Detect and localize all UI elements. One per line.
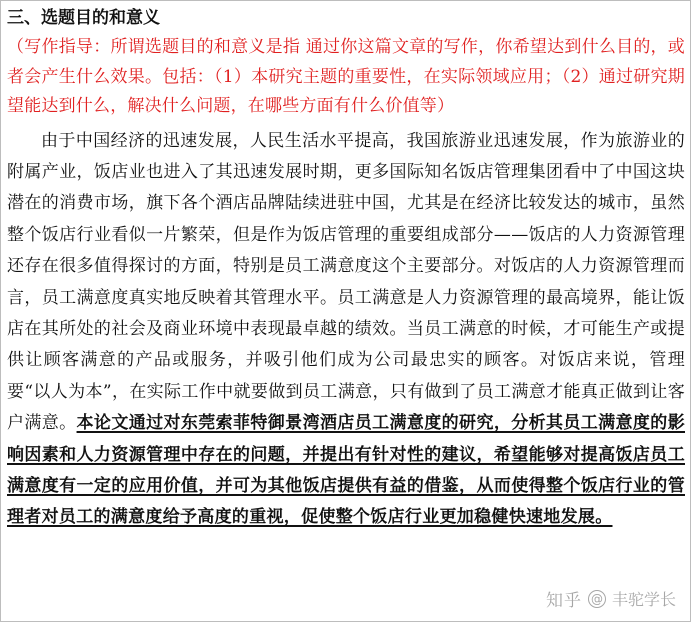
paragraph-plain-text: 由于中国经济的迅速发展，人民生活水平提高，我国旅游业迅速发展，作为旅游业的附属产业，饭店业也进入了其迅速发展时期，更多国际知名饭店管理集团看中了中国这块潜在的消费市场，旗下各个酒店品牌陆续进驻中国，尤其是在经济比较发达的城市，虽然整个饭店行业看似一片繁荣，但是作为饭店管理的重要组成部分——饭店的人力资源管理还存在很多值得探讨的方面，特别是员工满意度这个主要部分。对饭店的人力资源管理而言，员工满意度真实地反映着其管理水平。员工满意是人力资源管理的最高境界，能让饭店在其所处的社会及商业环境中表现最卓越的绩效。当员工满意的时候，才可能生产或提供让顾客满意的产品或服务，并吸引他们成为公司最忠实的顾客。对饭店来说，管理要“以人为本”，在实际工作中就要做到员工满意，只有做到了员工满意才能真正做到让客户满意。	[7, 130, 685, 434]
writing-guide-note: （写作指导：所谓选题目的和意义是指 通过你这篇文章的写作，你希望达到什么目的，或者会产生什么效果。包括：（1）本研究主题的重要性，在实际领域应用；（2）通过研究期望能达到什么，解决什么问题，在哪些方面有什么价值等）	[7, 37, 685, 116]
body-paragraph	[7, 126, 685, 534]
document-body	[7, 5, 685, 534]
at-icon: @	[588, 590, 606, 608]
zhihu-logo: 知乎	[545, 591, 582, 611]
watermark-author: 丰驼学长	[611, 590, 676, 609]
paragraph-emphasis-text: 本论文通过对东莞索菲特御景湾酒店员工满意度的研究，分析其员工满意度的影响因素和人力资源管理中存在的问题，并提出有针对性的建议，希望能够对提高饭店员工满意度有一定的应用价值，并可为其他饭店提供有益的借鉴，从而使得整个饭店行业的管理者对员工的满意度给予高度的重视，促使整个饭店行业更加稳健快速地发展。	[7, 413, 685, 528]
zhihu-watermark	[542, 584, 680, 613]
section-heading: 三、选题目的和意义	[7, 8, 160, 28]
